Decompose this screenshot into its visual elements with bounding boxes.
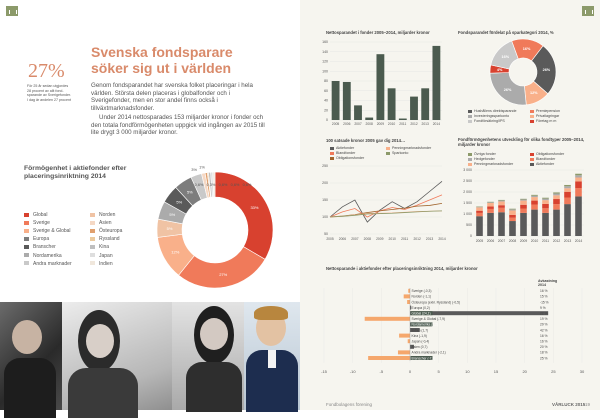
x-tick-label: 20	[522, 369, 527, 374]
legend-swatch	[330, 152, 334, 155]
legend-label: Sverige & Global	[33, 228, 71, 234]
x-tick-label: 2006	[487, 239, 495, 243]
slice-label: 0,6%	[195, 183, 204, 187]
legend-label: Hedgefonder	[474, 157, 495, 161]
return-value: -15 %	[540, 300, 549, 304]
x-tick-label: 25	[551, 369, 556, 374]
x-tick-label: 2013	[422, 122, 430, 126]
stacked-bar-segment	[520, 213, 527, 236]
stat-caption-4: I dag är andelen 27 procent	[27, 98, 71, 103]
bar	[399, 334, 410, 338]
legend-label: Företag m m	[536, 119, 556, 123]
stacked-bar-segment	[542, 198, 549, 199]
x-tick-label: 2012	[413, 237, 421, 241]
y-tick-label: 3 000	[463, 168, 472, 172]
x-tick-label: 2008	[364, 237, 372, 241]
slice-label: 16%	[501, 55, 509, 59]
stacked-bar-segment	[487, 213, 494, 236]
return-value: 20 %	[540, 345, 548, 349]
stacked-bar-segment	[509, 221, 516, 236]
legend-label: Global	[33, 212, 47, 218]
x-tick-label: 30	[580, 369, 585, 374]
bar	[408, 289, 410, 293]
y-tick-label: 40	[324, 99, 328, 103]
stacked-bar-segment	[575, 188, 582, 196]
x-tick-label: 2011	[399, 122, 406, 126]
slice-label: 26%	[543, 68, 551, 72]
return-value: 18 %	[540, 351, 548, 355]
return-value: 15 %	[540, 295, 548, 299]
legend-label: Premiepension	[536, 109, 560, 113]
body-paragraph-1: Genom fondsparandet har svenska folket placeringar i hela världen. Största delen placeras i globalfonder och i Sverigefonder, men en stor andel finns också i tillväxtmarknadsfonder.	[91, 82, 271, 112]
stacked-bar-segment	[520, 201, 527, 205]
x-tick-label: 2012	[410, 122, 418, 126]
y-tick-label: 120	[322, 60, 328, 64]
slice-label: 12%	[530, 91, 538, 95]
legend-swatch	[530, 110, 534, 113]
x-tick-label: 2005	[332, 122, 340, 126]
stacked-bar-segment	[487, 209, 494, 213]
legend-label: Blandfonder	[336, 151, 355, 155]
y-tick-label: 80	[324, 79, 328, 83]
legend-label: Andra marknader	[33, 261, 72, 267]
footer-page-label: VÅRLUCK 2015	[552, 402, 585, 407]
x-tick-label: 2013	[564, 239, 572, 243]
x-tick-label: 2009	[520, 239, 528, 243]
stacked-bar-segment	[476, 207, 483, 210]
stacked-bar-segment	[542, 208, 549, 213]
bar	[388, 88, 396, 120]
stacked-bar-segment	[476, 211, 483, 213]
stacked-bar-segment	[553, 210, 560, 236]
chart-title-line-2: placeringsinriktning 2014	[24, 173, 106, 181]
footer-left: Fondbolagens förening	[326, 402, 372, 407]
y-tick-label: 20	[324, 108, 328, 112]
legend-swatch	[468, 115, 472, 118]
page-heading-line-1: Svenska fondsparare	[91, 44, 233, 60]
return-value: 22 %	[540, 312, 548, 316]
bar	[398, 350, 410, 354]
stacked-bar-segment	[476, 213, 483, 216]
legend-item	[468, 157, 495, 161]
chart-title-c2: Fondsparandet fördelat på sparkategori 2014, %	[458, 30, 554, 35]
body-paragraph-2: Under 2014 nettosparades 153 miljarder kronor i fonder och den totala fondförmögenheten uppgick vid ingången av 2015 till lite drygt 3 000 miljarder kronor.	[91, 114, 271, 137]
row-label: Indien (1,7)	[412, 328, 429, 332]
x-tick-label: 0	[409, 369, 412, 374]
y-tick-label: 100	[322, 69, 328, 73]
legend-swatch	[468, 110, 472, 113]
chart-title-c3: 100 satsade kronor 2005 gav dig 2014…	[326, 138, 405, 143]
person-photo-2	[62, 302, 172, 410]
stacked-bar-segment	[498, 201, 505, 205]
chart-title-c1: Nettosparandet i fonder 2005–2014, miljarder kronor	[326, 30, 430, 35]
x-tick-label: 15	[494, 369, 499, 374]
slice-label: 33%	[250, 205, 258, 210]
legend-label: Ryssland	[99, 236, 120, 242]
legend-item	[468, 119, 505, 123]
stacked-bar-segment	[542, 199, 549, 201]
x-tick-label: 10	[465, 369, 470, 374]
slice-label: 4%	[497, 68, 503, 72]
bar	[404, 294, 410, 298]
return-value: 29 %	[540, 323, 548, 327]
stacked-bar-segment	[542, 213, 549, 236]
slice-label: 3%	[191, 167, 197, 172]
x-tick-label: 2006	[343, 122, 351, 126]
slice-label: 0,6%	[243, 183, 252, 187]
x-tick-label: 2010	[389, 237, 397, 241]
footer-page-number: 19	[585, 402, 590, 407]
x-tick-label: 2005	[326, 237, 334, 241]
stacked-bar-segment	[531, 195, 538, 196]
y-tick-label: 500	[466, 223, 472, 227]
legend-label: Blandfonder	[536, 157, 555, 161]
y-tick-label: 2 500	[463, 179, 472, 183]
stacked-bar-segment	[520, 199, 527, 200]
bar	[407, 300, 410, 304]
stacked-bar-segment	[520, 199, 527, 200]
bar-chart-nettosparande-inriktning	[320, 286, 590, 386]
row-label: Kina (-1,9)	[412, 334, 427, 338]
stacked-bar-segment	[575, 175, 582, 177]
bar	[399, 119, 407, 120]
chart-title-line-1: Förmögenhet i aktiefonder efter	[24, 165, 126, 173]
donut-chart-sparkategori	[458, 34, 588, 114]
stacked-bar-segment	[520, 209, 527, 213]
x-tick-label: 2006	[339, 237, 347, 241]
slice-label: 5%	[176, 199, 182, 204]
bar	[365, 317, 410, 321]
legend-swatch	[530, 115, 534, 118]
legend-label: Penningmarknadsfonder	[474, 162, 513, 166]
return-column-header-1: Avkastning	[538, 279, 557, 283]
stacked-bar-segment	[498, 200, 505, 201]
y-tick-label: 250	[322, 164, 328, 168]
stacked-bar-segment	[509, 209, 516, 210]
stacked-bar-segment	[553, 192, 560, 193]
x-tick-label: 2007	[351, 237, 359, 241]
stacked-bar-segment	[498, 201, 505, 202]
stacked-bar-segment	[553, 195, 560, 199]
legend-item	[530, 119, 556, 123]
page-heading-line-2: söker sig ut i världen	[91, 60, 231, 76]
slice-label: 0,6%	[231, 183, 240, 187]
legend-item	[468, 109, 517, 113]
bar	[421, 88, 429, 120]
stat-value: 27%	[28, 60, 65, 83]
stacked-bar-segment	[564, 186, 571, 188]
bar	[332, 81, 340, 120]
stacked-bar-segment	[553, 194, 560, 196]
return-value: 16 %	[540, 340, 548, 344]
return-value: 9 %	[540, 306, 546, 310]
slice-label: 16%	[523, 47, 531, 51]
slice-label: 5%	[187, 189, 193, 194]
legend-label: Aktiefonder	[536, 162, 554, 166]
person-photo-1	[0, 302, 62, 410]
stacked-bar-segment	[575, 177, 582, 181]
y-tick-label: 0	[470, 234, 472, 238]
x-tick-label: 2014	[433, 122, 441, 126]
stacked-bar-segment	[487, 203, 494, 207]
x-tick-label: 2007	[498, 239, 506, 243]
legend-item	[330, 156, 364, 160]
return-column-header-2: 2014	[538, 283, 546, 287]
legend-label: Privatlagringar	[536, 114, 559, 118]
chart-title-c5: Nettosparande i aktiefonder efter placeringsinriktning 2014, miljarder kronor	[326, 266, 478, 271]
legend-label: Sverige	[33, 220, 50, 226]
stacked-bar-segment	[564, 188, 571, 192]
row-label: Japan (-0,4)	[412, 340, 430, 344]
x-tick-label: 5	[438, 369, 441, 374]
bar-chart-nettosparande	[314, 36, 444, 128]
legend-swatch	[530, 158, 534, 161]
slice-label: 5%	[169, 212, 175, 217]
x-tick-label: 2011	[542, 239, 549, 243]
y-tick-label: 2 000	[463, 190, 472, 194]
stacked-bar-segment	[509, 215, 516, 218]
stacked-bar-segment	[531, 210, 538, 236]
legend-label: Obligationsfonder	[536, 152, 564, 156]
legend-item	[530, 114, 559, 118]
slice-label: 0,6%	[219, 183, 228, 187]
row-label: Branscher (-7,3)	[412, 356, 436, 360]
stacked-bar-segment	[509, 210, 516, 214]
return-value: 16 %	[540, 334, 548, 338]
legend-item	[386, 146, 431, 150]
legend-label: Branscher	[33, 244, 56, 250]
bar	[410, 97, 418, 120]
x-tick-label: 2011	[401, 237, 408, 241]
stacked-bar-segment	[509, 218, 516, 221]
row-label: Asien (0,7)	[412, 345, 428, 349]
slice-label: 27%	[219, 272, 227, 277]
stacked-bar-segment	[487, 202, 494, 203]
row-label: Östeuropa (exkl. Ryssland) (-0,5)	[412, 300, 461, 304]
row-label: Sverige (-0,3)	[412, 289, 432, 293]
right-page	[300, 0, 600, 410]
x-tick-label: 2012	[553, 239, 561, 243]
series-line	[330, 203, 442, 217]
person-photo-3	[172, 302, 244, 410]
legend-label: Norden	[99, 212, 115, 218]
y-tick-label: 200	[322, 181, 328, 185]
stacked-bar-segment	[531, 196, 538, 197]
legend-swatch	[330, 147, 334, 150]
bar	[343, 82, 351, 120]
stacked-bar-segment	[487, 202, 494, 203]
return-value: 19 %	[540, 317, 548, 321]
x-tick-label: -10	[350, 369, 357, 374]
legend-label: Hushållens direktsparande	[474, 109, 517, 113]
legend-swatch	[386, 147, 390, 150]
x-tick-label: 2009	[377, 122, 385, 126]
legend-label: Aktiefonder	[336, 146, 354, 150]
stacked-bar-segment	[564, 198, 571, 205]
stacked-bar-segment	[509, 209, 516, 210]
legend-label: Fondförsäkring/IPS	[474, 119, 505, 123]
legend-label: Sparkonto	[392, 151, 408, 155]
bar	[432, 46, 440, 120]
stacked-bar-fondformogenhet	[452, 166, 587, 246]
bar	[354, 105, 362, 120]
row-label: Andra marknader (-2,1)	[412, 351, 446, 355]
x-tick-label: -5	[380, 369, 384, 374]
stacked-bar-segment	[564, 185, 571, 186]
x-tick-label: 2005	[476, 239, 484, 243]
stacked-bar-segment	[498, 205, 505, 208]
series-line	[330, 211, 442, 217]
legend-item	[468, 114, 509, 118]
x-tick-label: 2010	[531, 239, 539, 243]
x-tick-label: 2010	[388, 122, 396, 126]
stacked-bar-segment	[542, 200, 549, 204]
y-tick-label: 150	[322, 198, 328, 202]
row-label: Norden (-1,1)	[412, 295, 432, 299]
x-tick-label: 2008	[366, 122, 374, 126]
stacked-bar-segment	[542, 204, 549, 208]
legend-label: Japan	[99, 253, 113, 259]
legend-item	[530, 109, 560, 113]
bar	[376, 54, 384, 120]
legend-item	[330, 146, 354, 150]
section-tab-icon-right	[582, 6, 594, 16]
row-label: Global (24,1)	[412, 312, 431, 316]
stacked-bar-segment	[531, 205, 538, 210]
slice-label: 26%	[504, 88, 512, 92]
stacked-bar-segment	[531, 197, 538, 201]
return-value: 16 %	[540, 289, 548, 293]
left-page	[0, 0, 300, 410]
stat-caption-3: sparande av Sverigefonder.	[27, 93, 71, 98]
stacked-bar-segment	[498, 212, 505, 236]
slice-label: 1%	[199, 165, 205, 170]
y-tick-label: 60	[324, 89, 328, 93]
line-chart-100-kronor	[314, 162, 444, 246]
legend-item	[530, 152, 564, 156]
legend-label: Östeuropa	[99, 228, 122, 234]
legend-label: Kina	[99, 244, 109, 250]
stacked-bar-segment	[498, 208, 505, 212]
legend-swatch	[386, 152, 390, 155]
y-tick-label: 160	[322, 40, 328, 44]
x-tick-label: 2008	[509, 239, 517, 243]
x-tick-label: 2009	[376, 237, 384, 241]
x-tick-label: -15	[321, 369, 328, 374]
row-label: Nordamerika (1,2)	[412, 323, 439, 327]
legend-swatch	[468, 120, 472, 123]
stacked-bar-segment	[531, 201, 538, 205]
y-tick-label: 100	[322, 215, 328, 219]
stacked-bar-segment	[564, 204, 571, 236]
legend-item	[530, 157, 555, 161]
slice-label: 12%	[171, 250, 179, 255]
legend-item	[330, 151, 355, 155]
x-tick-label: 2007	[354, 122, 362, 126]
stacked-bar-segment	[520, 205, 527, 209]
y-tick-label: 140	[322, 50, 328, 54]
return-value: 25 %	[540, 356, 548, 360]
legend-label: Nordamerika	[33, 253, 62, 259]
chart-title-c4: Fondförmögenhetens utveckling för olika fondtyper 2005–2014, miljarder kronor	[458, 137, 588, 147]
row-label: Europa (0,2)	[412, 306, 430, 310]
stacked-bar-segment	[575, 174, 582, 176]
stat-caption-2: 28 procent av allt fond-	[27, 89, 64, 94]
stacked-bar-segment	[575, 181, 582, 188]
y-tick-label: 0	[326, 118, 328, 122]
y-tick-label: 50	[324, 232, 328, 236]
x-tick-label: 2014	[438, 237, 446, 241]
legend-swatch	[468, 158, 472, 161]
legend-label: Europa	[33, 236, 49, 242]
legend-swatch	[468, 153, 472, 156]
legend-swatch	[530, 120, 534, 123]
stacked-bar-segment	[553, 204, 560, 210]
bar	[408, 339, 410, 343]
bar	[368, 356, 410, 360]
return-value: 42 %	[540, 328, 548, 332]
stacked-bar-segment	[487, 207, 494, 209]
slice-label: 0,3%	[207, 183, 216, 187]
legend-label: Penningmarknadsfonder	[392, 146, 431, 150]
stacked-bar-segment	[575, 196, 582, 236]
y-tick-label: 1 000	[463, 212, 472, 216]
row-label: Sverige & Global (-7,9)	[412, 317, 446, 321]
bar	[365, 118, 373, 120]
stat-caption-1: För 25 år sedan utgjordes	[27, 84, 68, 89]
legend-item	[386, 151, 408, 155]
legend-item	[468, 152, 496, 156]
legend-label: Asien	[99, 220, 112, 226]
x-tick-label: 2013	[426, 237, 434, 241]
stacked-bar-segment	[553, 199, 560, 204]
stacked-bar-segment	[564, 192, 571, 198]
legend-label: Övriga fonder	[474, 152, 496, 156]
legend-label: Investeringssparkonto	[474, 114, 509, 118]
x-tick-label: 2014	[575, 239, 583, 243]
legend-swatch	[330, 157, 334, 160]
y-tick-label: 1 500	[463, 201, 472, 205]
stacked-bar-segment	[476, 216, 483, 236]
legend-swatch	[530, 153, 534, 156]
slice-label: 5%	[167, 226, 173, 231]
donut-chart	[0, 0, 300, 302]
legend-label: Indien	[99, 261, 113, 267]
legend-label: Obligationsfonder	[336, 156, 364, 160]
person-photo-4	[244, 302, 300, 410]
